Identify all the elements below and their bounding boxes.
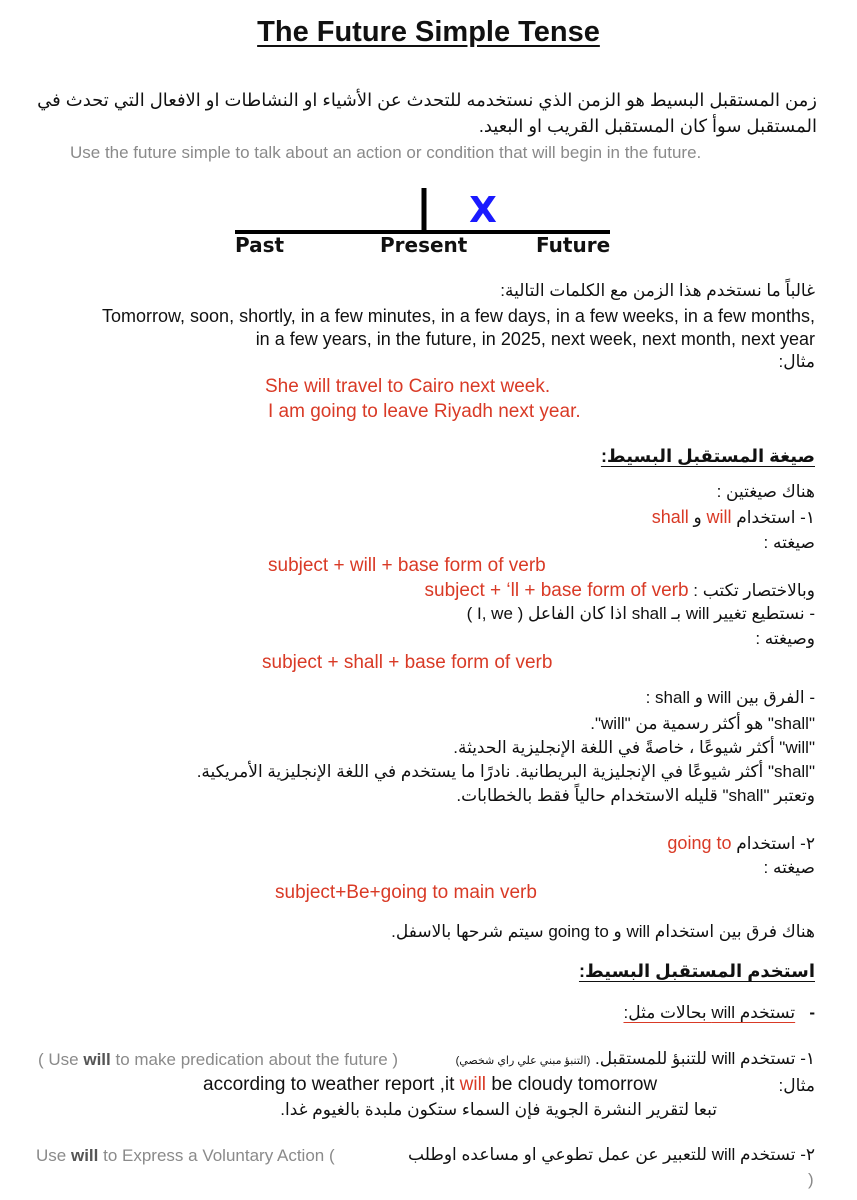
formula-going-to: subject+Be+going to main verb — [275, 882, 537, 903]
formula-label-3: صيغته : — [763, 858, 815, 877]
page-title: The Future Simple Tense — [257, 16, 600, 48]
usage-1-en-rest: to make predication about the future ) — [115, 1050, 399, 1069]
formula-label-2: وصيغته : — [755, 629, 815, 648]
item1-shall: shall — [651, 507, 689, 527]
usage-sub-heading: تستخدم will بحالات مثل: — [623, 1003, 796, 1022]
usage-1-note: (التنبؤ مبني علي راي شخصي) — [455, 1055, 591, 1067]
example-sentence-1: She will travel to Cairo next week. — [265, 376, 551, 397]
keywords-en-line2: in a few years, in the future, in 2025, next week, next month, next year — [255, 329, 815, 349]
example-sentence-2: I am going to leave Riyadh next year. — [268, 401, 581, 422]
form-item-1 — [652, 507, 815, 528]
usage-1-en-open: ( Use — [38, 1050, 79, 1069]
usage-heading: استخدم المستقبل البسيط: — [578, 961, 815, 981]
usage-1-example-label: مثال: — [778, 1076, 815, 1095]
intro-en: Use the future simple to talk about an action or condition that will begin in the future. — [70, 143, 702, 162]
usage-sub-heading-row — [623, 1003, 815, 1023]
change-will-shall-line: - نستطيع تغيير will بـ shall اذا كان الفاعل ( I, we ) — [466, 604, 815, 623]
usage-1-example-b: be cloudy tomorrow — [491, 1074, 658, 1095]
example-label: مثال: — [778, 352, 815, 371]
usage-2-en-will: will — [70, 1146, 99, 1165]
usage-2-en-open: Use — [36, 1146, 67, 1165]
diff-line-2: "will" أكثر شيوعًا ، خاصةً في اللغة الإنجليزية الحديثة. — [453, 738, 815, 757]
timeline-past-label: Past — [235, 233, 285, 257]
contraction-line — [425, 580, 815, 602]
usage-1-en-will: will — [83, 1050, 111, 1069]
two-forms-text: هناك صيغتين : — [716, 482, 815, 501]
usage-1-example-ar: تبعا لتقرير النشرة الجوية فإن السماء ستكون ملبدة بالغيوم غدا. — [280, 1100, 717, 1119]
will-going-diff-line: هناك فرق بين استخدام will و going to سيتم شرحها بالاسفل. — [391, 922, 815, 941]
diff-heading: - الفرق بين will و shall : — [645, 688, 815, 707]
usage-2-en — [36, 1146, 335, 1166]
formula-shall: subject + shall + base form of verb — [262, 652, 553, 673]
formula-label-1: صيغته : — [763, 533, 815, 552]
diff-line-3: "shall" أكثر شيوعًا في الإنجليزية البريطانية. نادرًا ما يستخدم في اللغة الإنجليزية الأمريكية. — [196, 762, 815, 781]
timeline-future-label: Future — [536, 233, 611, 257]
usage-1-example-a: according to weather report ,it — [203, 1074, 455, 1095]
timeline-present-label: Present — [380, 233, 468, 257]
intro-ar-line2: المستقبل سوأ كان المستقبل القريب او البعيد. — [478, 116, 817, 136]
item2-going-to: going to — [667, 833, 732, 853]
usage-sub-dash: - — [809, 1003, 815, 1022]
item1-and: و — [693, 508, 702, 527]
keywords-en-line1: Tomorrow, soon, shortly, in a few minutes, in a few days, in a few weeks, in a few months, — [102, 306, 815, 326]
usage-2-en-rest: to Express a Voluntary Action ( — [103, 1146, 335, 1165]
diff-line-4: وتعتبر "shall" قليله الاستخدام حالياً فقط بالخطابات. — [456, 786, 815, 805]
contraction-label: وبالاختصار تكتب : — [693, 581, 815, 600]
future-x-marker: X — [469, 190, 497, 231]
usage-1-example-will: will — [459, 1074, 487, 1095]
item1-prefix: ١- استخدام — [736, 508, 815, 527]
usage-2-close-paren: ) — [808, 1170, 814, 1189]
item2-prefix: ٢- استخدام — [736, 834, 815, 853]
usage-1-ar: ١- تستخدم will للتنبؤ للمستقبل. — [595, 1049, 815, 1068]
formula-will: subject + will + base form of verb — [268, 555, 546, 576]
keywords-ar-heading: غالباً ما نستخدم هذا الزمن مع الكلمات التالية: — [500, 281, 815, 300]
form-heading: صيغة المستقبل البسيط: — [600, 446, 815, 466]
item1-will: will — [706, 507, 732, 527]
formula-contraction: subject + ‘ll + base form of verb — [424, 580, 689, 601]
usage-1-example-en — [203, 1074, 657, 1096]
diff-line-1: "shall" هو أكثر رسمية من "will". — [590, 714, 815, 733]
intro-ar-line1: زمن المستقبل البسيط هو الزمن الذي نستخدمه للتحدث عن الأشياء او النشاطات او الافعال التي تحدث في — [37, 90, 817, 110]
usage-1-row — [456, 1049, 815, 1069]
usage-1-en — [38, 1050, 398, 1070]
usage-2-ar: ٢- تستخدم will للتعبير عن عمل تطوعي او مساعده اوطلب — [408, 1145, 815, 1164]
form-item-2 — [667, 833, 815, 854]
